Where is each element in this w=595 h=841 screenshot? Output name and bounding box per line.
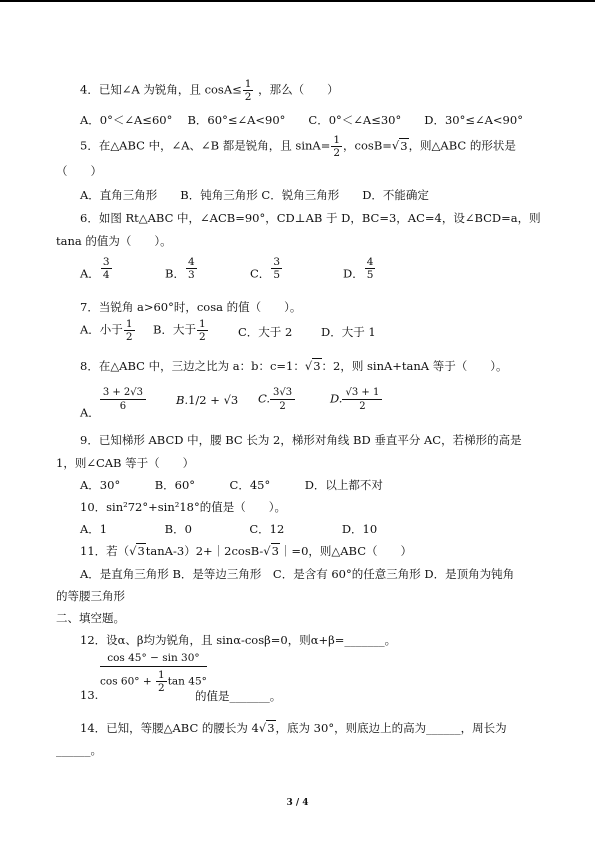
question-11-stem: 11．若（√3tanA-3）2+｜2cosB-√3｜=0，则△ABC（ ） [80,544,413,558]
question-4-stem: 4．已知∠A 为锐角，且 cosA≤ $\frac{1}{2}$ ，那么（ ） [80,78,339,103]
question-6-line-1: 6．如图 Rt△ABC 中，∠ACB=90°，CD⊥AB 于 D，BC=3，AC=4，设∠BCD=a，则 [80,211,541,225]
question-10-options: A．1 B．0 C．12 D．10 [80,522,378,536]
page-number: 3 / 4 [286,798,309,808]
question-6-line-2: tana 的值为（ ）。 [56,234,172,248]
question-13-number: 13. [80,688,99,702]
question-7-option-c: C．大于 2 [238,325,293,339]
question-6-option-c: C． $\frac{3}{5}$ [250,256,280,281]
question-6-option-d: D． $\frac{4}{5}$ [343,256,374,281]
question-9-line-1: 9．已知梯形 ABCD 中，腰 BC 长为 2，梯形对角线 BD 垂直平分 AC，若梯形的高是 [80,433,522,447]
question-5-paren: （ ） [56,164,102,178]
fraction: $\frac{1}{2}$ [333,134,341,159]
question-13-expression: cos 45° − sin 30° cos 60° + $\frac{1}{2}$ tan 45° [100,652,207,694]
question-5-options: A．直角三角形 B．钝角三角形 C．锐角三角形 D．不能确定 [80,188,429,202]
sqrt-symbol: √ [391,138,400,153]
fraction: $\frac{1}{2}$ [244,78,252,103]
question-6-option-a: A． $\frac{3}{4}$ [80,256,110,281]
section-heading-fill-blank: 二、填空题。 [56,611,125,625]
question-4-options: A．0°＜∠A≤60° B．60°≤∠A<90° C．0°＜∠A≤30° D．30°≤∠A<90° [80,113,523,127]
question-8-stem: 8．在△ABC 中，三边之比为 a：b：c=1：√3：2，则 sinA+tanA 等于（ ）。 [80,359,508,373]
question-6-option-b: B． $\frac{4}{3}$ [165,256,195,281]
sqrt-symbol: √ [304,359,313,373]
question-7-option-b: B．大于 $\frac{1}{2}$ [153,318,206,343]
question-14-stem: 14．已知，等腰△ABC 的腰长为 4√3，底为 30°，则底边上的高为______，周长为 [80,721,507,735]
question-13-tail: 的值是_______。 [195,689,282,703]
question-5-stem: 5．在△ABC 中，∠A、∠B 都是锐角，且 sinA= $\frac{1}{2}$ ，cosB=√3，则△ABC 的形状是 [80,134,516,159]
question-9-line-2: 1，则∠CAB 等于（ ） [56,456,195,470]
question-7-stem: 7．当锐角 a>60°时，cosa 的值（ ）。 [80,300,302,314]
question-8-option-d: D. $\frac{√3 + 1}{2}$ [330,386,382,413]
question-7-option-d: D．大于 1 [321,325,376,339]
question-11-options-line-2: 的等腰三角形 [56,589,125,603]
question-8-option-c: C. $\frac{3√3}{2}$ [258,386,295,413]
question-8-option-a: A． $\frac{3 + 2√3}{6}$ [80,386,146,421]
question-8-option-b: B.1/2 + √3 [176,393,239,407]
question-11-options-line-1: A．是直角三角形 B．是等边三角形 C．是含有 60°的任意三角形 D．是顶角为钝角 [80,567,515,581]
top-border-line [0,0,595,2]
question-7-option-a: A．小于 $\frac{1}{2}$ [80,318,133,343]
sqrt-symbol: √ [263,544,271,558]
question-9-options: A．30° B．60° C．45° D．以上都不对 [80,478,383,492]
question-12-stem: 12．设α、β均为锐角，且 sinα-cosβ=0，则α+β=_______。 [80,633,397,647]
question-14-line-2: ______。 [56,743,102,757]
sqrt-symbol: √ [258,721,267,735]
sqrt-symbol: √ [129,544,137,558]
question-10-stem: 10．sin²72°+sin²18°的值是（ ）。 [80,500,286,514]
